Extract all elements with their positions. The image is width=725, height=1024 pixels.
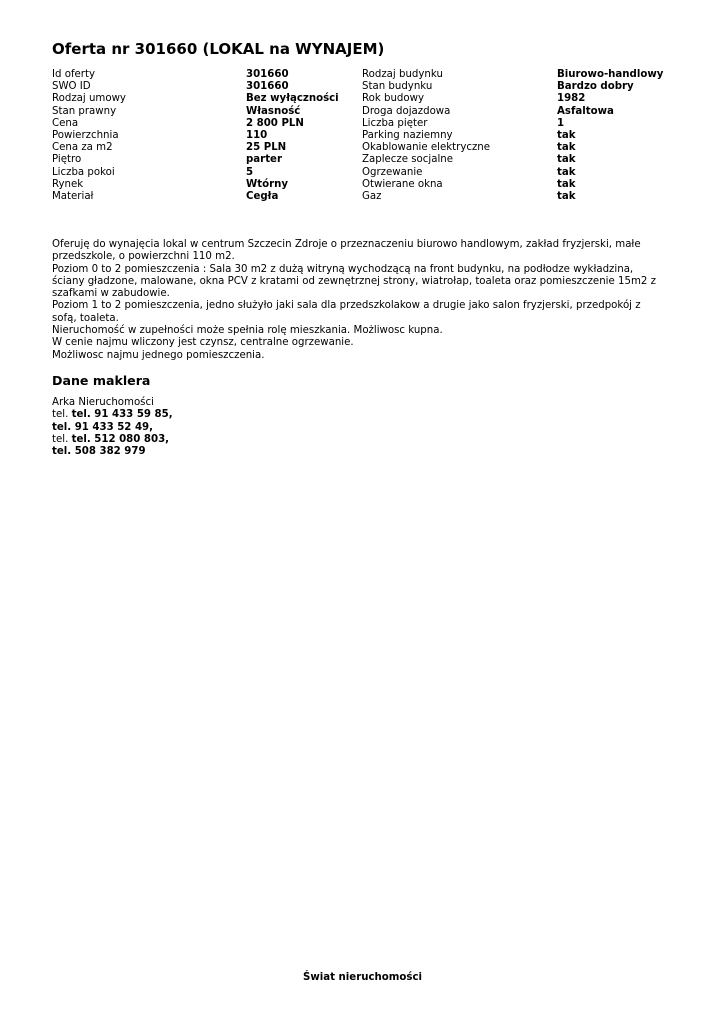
property-value: Cegła [246,190,279,202]
property-label: Otwierane okna [362,178,443,190]
offer-description [52,239,662,362]
broker-name: Arka Nieruchomości [52,397,154,408]
tel-prefix: tel. [52,409,69,421]
property-value: 301660 [246,69,289,80]
broker-section-title: Dane maklera [52,373,151,388]
table-row [52,106,672,118]
property-label: Liczba pięter [362,117,428,129]
property-value: 110 [246,129,268,141]
property-label: Gaz [362,190,382,202]
table-row [52,130,672,142]
property-value: 2 800 PLN [246,117,304,129]
property-label: Cena za m2 [52,142,113,154]
property-value: tak [557,154,576,166]
phone-number: tel. 512 080 803, [71,433,170,445]
description-paragraph: W cenie najmu wliczony jest czynsz, centralne ogrzewanie. [52,337,354,349]
property-label: Cena [52,117,79,129]
property-value: 5 [246,166,254,178]
broker-phone-line [52,434,173,446]
property-label: Parking naziemny [362,129,453,141]
property-label: Powierzchnia [52,129,119,141]
broker-info [52,397,173,458]
phone-number: tel. 508 382 979 [52,446,146,458]
property-value: Biurowo-handlowy [557,69,664,80]
table-row [52,81,672,93]
property-value: tak [557,129,576,141]
broker-phone-line [52,409,173,421]
phone-number: tel. 91 433 52 49, [52,421,153,433]
property-value: tak [557,190,576,202]
table-row [52,191,672,203]
table-row [52,93,672,105]
property-label: Piętro [52,154,82,166]
property-label: Stan budynku [362,81,433,93]
table-row [52,179,672,191]
phone-number: tel. 91 433 59 85, [71,409,173,421]
property-value: 1 [557,117,565,129]
table-row [52,69,672,81]
description-paragraph: Poziom 1 to 2 pomieszczenia, jedno służyło jaki sala dla przedszkolakow a drugie jako salon fryzjerski, przedpokój z sofą, toaleta. [52,300,641,324]
description-paragraph: Możliwosc najmu jednego pomieszczenia. [52,349,265,361]
property-label: Id oferty [52,69,96,80]
property-label: Rodzaj umowy [52,93,126,105]
property-value: Wtórny [246,178,289,190]
table-row [52,118,672,130]
property-label: Okablowanie elektryczne [362,142,491,154]
property-label: Rynek [52,178,84,190]
property-value: 1982 [557,93,586,105]
property-value: tak [557,178,576,190]
property-value: parter [246,154,282,166]
description-paragraph: Nieruchomość w zupełności może spełnia rolę mieszkania. Możliwosc kupna. [52,325,443,337]
footer-text: Świat nieruchomości [303,972,422,983]
description-paragraph: Oferuję do wynajęcia lokal w centrum Szczecin Zdroje o przeznaczeniu biurowo handlowym, zakład fryzjerski, małe przedszkole, o powierzchni 110 m2. [52,239,641,263]
property-value: tak [557,166,576,178]
property-label: Materiał [52,190,94,202]
property-label: Rodzaj budynku [362,69,443,80]
property-label: Droga dojazdowa [362,105,451,117]
property-value: 301660 [246,81,289,93]
property-label: Stan prawny [52,105,117,117]
property-label: Liczba pokoi [52,166,115,178]
property-table [52,69,672,203]
tel-prefix: tel. [52,433,69,445]
table-row [52,154,672,166]
page-title: Oferta nr 301660 (LOKAL na WYNAJEM) [52,40,385,58]
property-value: tak [557,142,576,154]
table-row [52,142,672,154]
table-row [52,167,672,179]
property-value: Bez wyłączności [246,93,339,105]
property-value: Asfaltowa [557,105,614,117]
property-label: SWO ID [52,81,91,93]
property-value: Bardzo dobry [557,81,634,93]
property-value: Własność [246,105,301,117]
property-label: Rok budowy [362,93,424,105]
description-paragraph: Poziom 0 to 2 pomieszczenia : Sala 30 m2 z dużą witryną wychodzącą na front budynku, na podłodze wykładzina, ściany gładzone, malowane, okna PCV z kratami od zewnętrznej strony, wiatrołap, toaleta oraz pomieszczenie 15m2 z szafkami w zabudowie. [52,263,656,300]
property-value: 25 PLN [246,142,287,154]
property-label: Ogrzewanie [362,166,423,178]
property-label: Zaplecze socjalne [362,154,454,166]
